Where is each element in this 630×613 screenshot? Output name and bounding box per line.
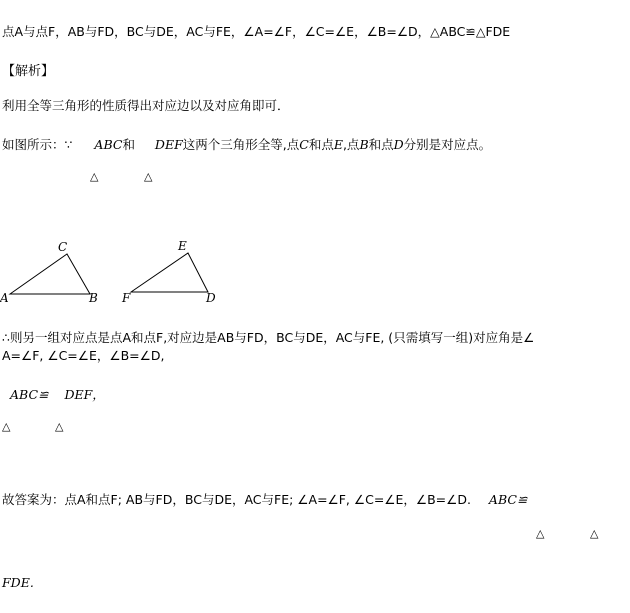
explanation-line — [2, 135, 491, 153]
final-answer-text: 故答案为：点A和点F; AB与FD，BC与DE，AC与FE; ∠A=∠F, ∠C=∠E，∠B=∠D. — [2, 492, 471, 507]
point-e: E — [333, 137, 343, 152]
vertex-label-b: B — [89, 291, 98, 305]
congruence-abc: ABC≌ — [10, 387, 49, 402]
triangle-symbol: △ — [144, 170, 153, 183]
triangle-abc — [10, 254, 90, 294]
conclusion-line-2: A=∠F, ∠C=∠E，∠B=∠D, — [2, 348, 165, 363]
vertex-label-e: E — [178, 239, 187, 253]
final-answer-line — [2, 490, 527, 508]
triangle-symbol: △ — [536, 527, 545, 540]
triangle-symbol: △ — [90, 170, 99, 183]
analysis-heading: 【解析】 — [2, 64, 55, 79]
point-b: B — [359, 137, 369, 152]
explanation-rest-e: 分别是对应点。 — [403, 137, 492, 152]
answer-summary-line: 点A与点F，AB与FD，BC与DE，AC与FE，∠A=∠F，∠C=∠E，∠B=∠D，△ABC≌△FDE — [2, 24, 511, 39]
explanation-rest-b: 和点 — [308, 137, 334, 152]
analysis-text: 利用全等三角形的性质得出对应边以及对应角即可． — [2, 98, 290, 113]
triangle-abc-label: ABC — [94, 137, 123, 152]
explanation-prefix: 如图所示：∵ — [2, 137, 73, 152]
vertex-label-c: C — [58, 240, 68, 254]
conclusion-line-1: ∴则另一组对应点是点A和点F,对应边是AB与FD，BC与DE，AC与FE, (只需填写一组)对应角是∠ — [2, 330, 535, 345]
explanation-rest-d: 和点 — [368, 137, 394, 152]
explanation-rest-c: ,点 — [342, 137, 360, 152]
triangles-figure — [0, 236, 230, 308]
explanation-and: 和 — [122, 137, 135, 152]
point-c: C — [299, 137, 309, 152]
triangle-symbol: △ — [2, 420, 11, 433]
congruence-def: DEF， — [64, 387, 105, 402]
congruence-statement — [10, 385, 105, 403]
final-answer-abc: ABC≌ — [488, 492, 528, 507]
triangle-fde — [131, 253, 208, 292]
explanation-rest-a: 这两个三角形全等,点 — [182, 137, 300, 152]
triangle-symbol: △ — [590, 527, 599, 540]
vertex-label-f: F — [122, 291, 131, 305]
point-d: D — [393, 137, 404, 152]
triangle-def-label: DEF — [154, 137, 183, 152]
final-answer-tail: FDE. — [2, 575, 34, 590]
vertex-label-a: A — [0, 291, 9, 305]
vertex-label-d: D — [206, 291, 216, 305]
triangle-symbol: △ — [55, 420, 64, 433]
